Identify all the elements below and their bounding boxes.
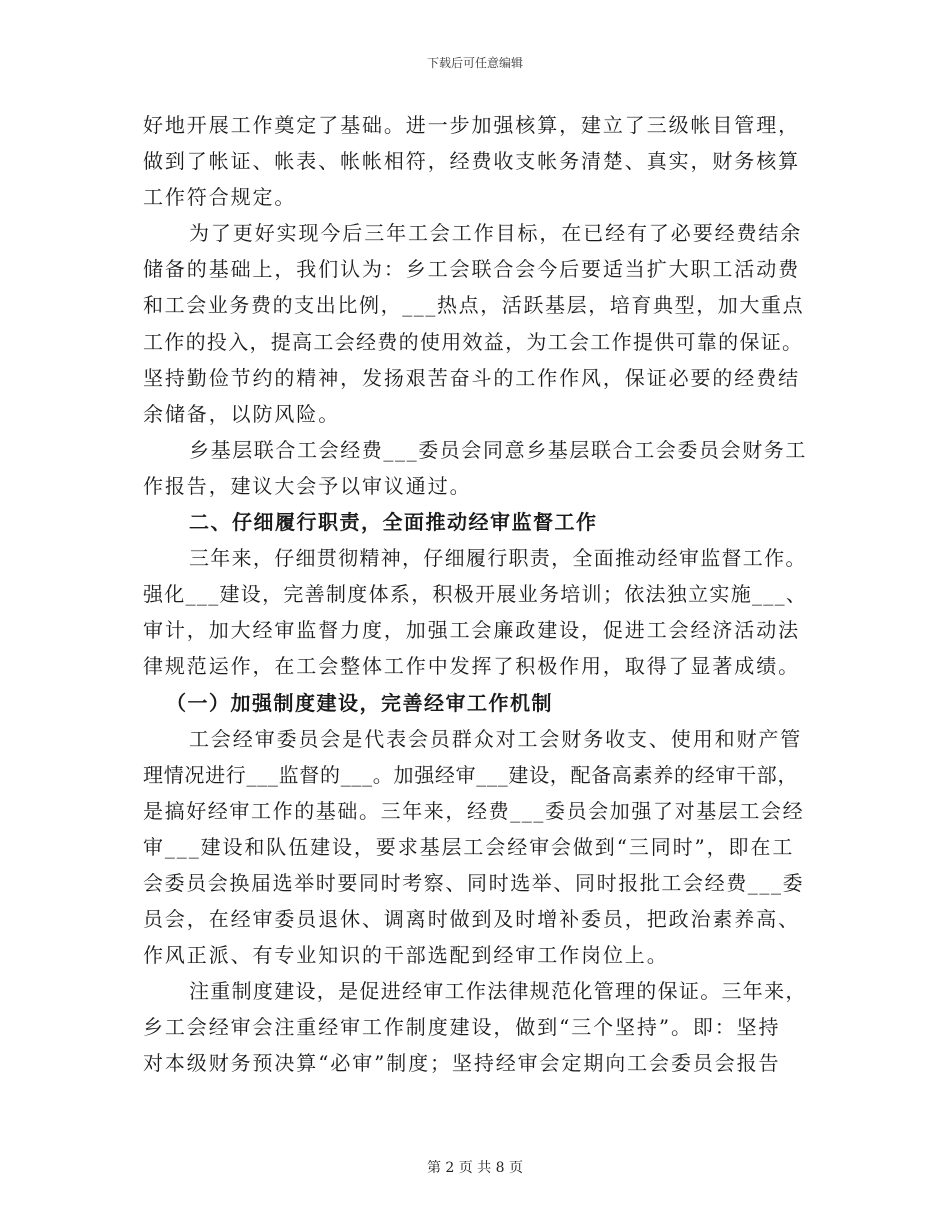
paragraph-line: 工作符合规定。	[143, 185, 297, 210]
paragraph-line: 工会经审委员会是代表会员群众对工会财务收支、使用和财产管	[189, 726, 803, 751]
paragraph-line: 为了更好实现今后三年工会工作目标，在已经有了必要经费结余	[189, 221, 803, 246]
page-footer: 第 2 页 共 8 页	[426, 1160, 524, 1176]
paragraph-line: 作报告，建议大会予以审议通过。	[143, 473, 472, 498]
paragraph-line: 理情况进行___监督的___。加强经审___建设，配备高素养的经审干部，	[143, 762, 799, 787]
section-heading-line: （一）加强制度建设，完善经审工作机制	[166, 690, 553, 715]
paragraph-line: 会委员会换届选举时要同时考察、同时选举、同时报批工会经费___委	[143, 870, 805, 895]
paragraph-line: 余储备，以防风险。	[143, 401, 341, 426]
paragraph-line: 员会，在经审委员退休、调离时做到及时增补委员，把政治素养高、	[143, 907, 800, 932]
paragraph-line: 储备的基础上，我们认为：乡工会联合会今后要适当扩大职工活动费	[143, 257, 800, 282]
paragraph-line: 作风正派、有专业知识的干部选配到经审工作岗位上。	[143, 943, 669, 968]
paragraph-line: 好地开展工作奠定了基础。进一步加强核算，建立了三级帐目管理，	[143, 113, 800, 137]
section-heading-line: 二、仔细履行职责，全面推动经审监督工作	[189, 510, 598, 535]
document-body	[143, 107, 807, 1082]
paragraph-line: 乡工会经审会注重经审工作制度建设，做到“三个坚持”。即：坚持	[143, 1015, 781, 1040]
paragraph-line: 对本级财务预决算“必审”制度；坚持经审会定期向工会委员会报告	[143, 1051, 781, 1076]
paragraph-line: 审___建设和队伍建设，要求基层工会经审会做到“三同时”，即在工	[143, 834, 795, 859]
paragraph-line: 律规范运作，在工会整体工作中发挥了积极作用，取得了显著成绩。	[143, 654, 800, 679]
paragraph-line: 坚持勤俭节约的精神，发扬艰苦奋斗的工作作风，保证必要的经费结	[143, 365, 800, 390]
paragraph-line: 三年来，仔细贯彻精神，仔细履行职责，全面推动经审监督工作。	[189, 546, 807, 571]
paragraph-line: 乡基层联合工会经费___委员会同意乡基层联合工会委员会财务工	[189, 437, 807, 462]
paragraph-line: 是搞好经审工作的基础。三年来，经费___委员会加强了对基层工会经	[143, 798, 805, 823]
paragraph-line: 工作的投入，提高工会经费的使用效益，为工会工作提供可靠的保证。	[143, 329, 804, 354]
page-header: 下载后可任意编辑	[426, 56, 523, 70]
paragraph-line: 审计，加大经审监督力度，加强工会廉政建设，促进工会经济活动法	[143, 618, 800, 643]
paragraph-line: 和工会业务费的支出比例，___热点，活跃基层，培育典型，加大重点	[143, 293, 805, 318]
paragraph-line: 强化___建设，完善制度体系，积极开展业务培训；依法独立实施___、	[143, 582, 808, 607]
paragraph-line: 做到了帐证、帐表、帐帐相符，经费收支帐务清楚、真实，财务核算	[143, 149, 800, 174]
paragraph-line: 注重制度建设，是促进经审工作法律规范化管理的保证。三年来，	[189, 979, 807, 1004]
